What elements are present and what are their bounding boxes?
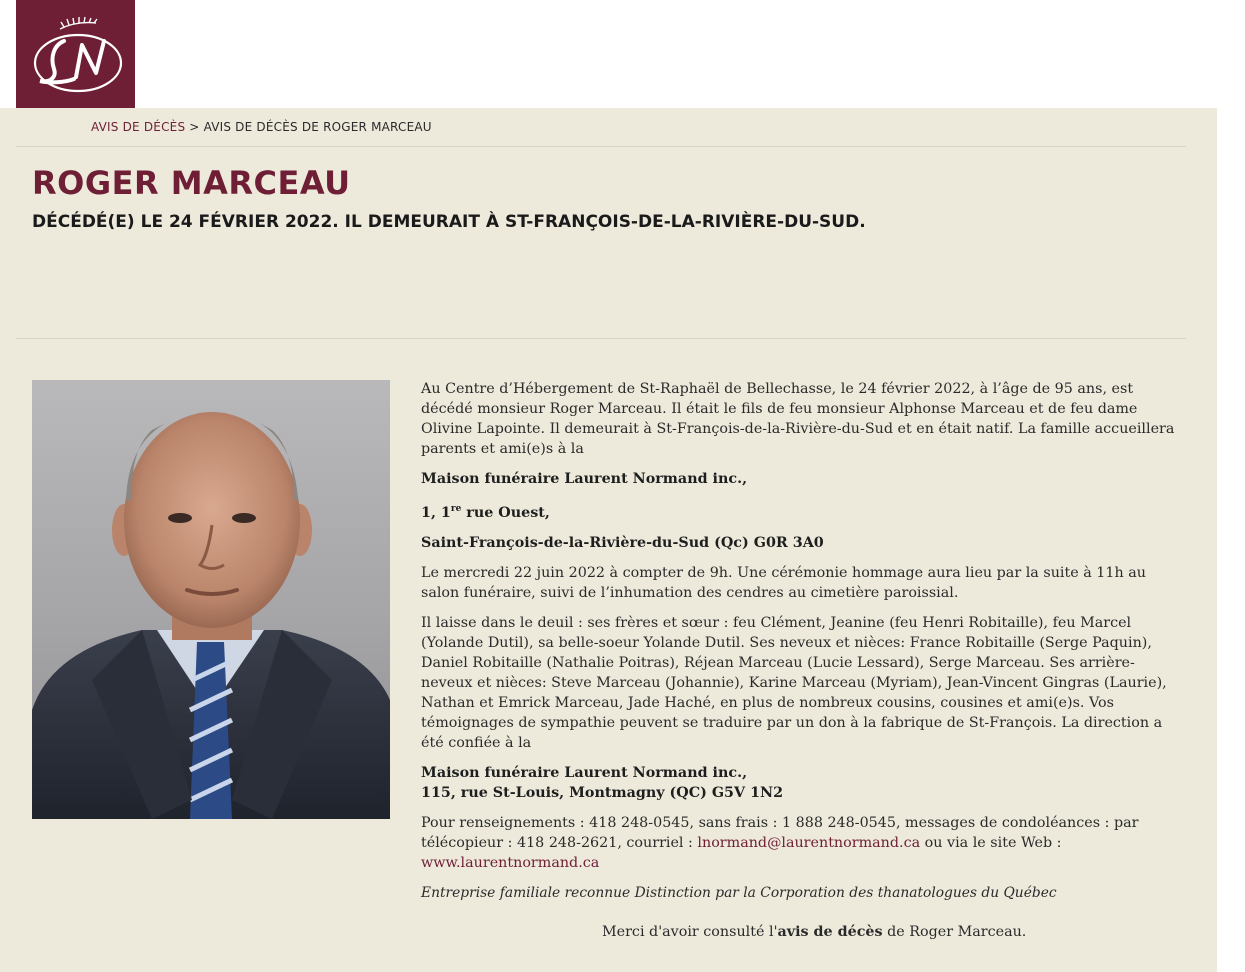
breadcrumb-current: AVIS DE DÉCÈS DE ROGER MARCEAU bbox=[203, 120, 432, 134]
contact-info-web: ou via le site Web : bbox=[920, 834, 1062, 851]
breadcrumb-link-avis-de-deces[interactable]: AVIS DE DÉCÈS bbox=[91, 120, 186, 134]
contact-info bbox=[421, 813, 1181, 873]
breadcrumb-separator: > bbox=[189, 120, 200, 134]
obituary-intro: Au Centre d’Hébergement de St-Raphaël de Bellechasse, le 24 février 2022, à l’âge de 95 ans, est décédé monsieur Roger Marceau. Il était le fils de feu monsieur Alphonse Marceau et de feu dame Olivine Lapointe. Il demeurait à St-François-de-la-Rivière-du-Sud et en était natif. La famille accueillera parents et ami(e)s à la bbox=[421, 381, 1175, 457]
address-street: rue Ouest, bbox=[461, 504, 550, 521]
family-mourners: Il laisse dans le deuil : ses frères et sœur : feu Clément, Jeanine (feu Henri Robitaille), feu Marcel (Yolande Dutil), sa belle-soeur Yolande Dutil. Ses neveux et nièces: France Robitaille (Serge Paquin), Daniel Robitaille (Nathalie Poitras), Réjean Marceau (Lucie Lessard), Serge Marceau. Ses arrière-neveux et nièces: Steve Marceau (Johannie), Karine Marceau (Myriam), Jean-Vincent Gingras (Laurie), Nathan et Emrick Marceau, Jade Haché, en plus de nombreux cousins, cousines et ami(e)s. Vos témoignages de sympathie peuvent se traduire par un don à la fabrique de St-François. La direction a été confiée à la bbox=[421, 614, 1167, 751]
company-tagline: Entreprise familiale reconnue Distinction par la Corporation des thanatologues du Québec bbox=[421, 884, 1057, 901]
divider-top bbox=[16, 146, 1186, 147]
thanks-suffix: de Roger Marceau. bbox=[882, 924, 1027, 940]
thanks-bold: avis de décès bbox=[777, 924, 883, 940]
ln-monogram-icon bbox=[24, 11, 128, 97]
visitation-details: Le mercredi 22 juin 2022 à compter de 9h. Une cérémonie hommage aura lieu par la suite à 11h au salon funéraire, suivi de l’inhumation des cendres au cimetière paroissial. bbox=[421, 564, 1146, 601]
portrait-illustration bbox=[32, 380, 390, 819]
portrait-photo bbox=[32, 380, 390, 819]
funeral-home-name: Maison funéraire Laurent Normand inc., bbox=[421, 471, 748, 487]
thanks-message bbox=[602, 924, 1026, 940]
funeral-home-address-line2: Saint-François-de-la-Rivière-du-Sud (Qc) G0R 3A0 bbox=[421, 534, 824, 551]
address-superscript: re bbox=[450, 504, 462, 514]
contact-info-text: Pour renseignements : 418 248-0545, sans frais : 1 888 248-0545, messages de condoléances : par télécopieur : 418 248-2621, courriel : bbox=[421, 814, 1139, 851]
obituary-text bbox=[421, 379, 1181, 913]
address-number: 1, 1 bbox=[421, 504, 451, 521]
divider-middle bbox=[16, 338, 1186, 339]
page-subtitle: DÉCÉDÉ(E) LE 24 FÉVRIER 2022. IL DEMEURAIT À ST-FRANÇOIS-DE-LA-RIVIÈRE-DU-SUD. bbox=[32, 212, 866, 232]
page-edge bbox=[1217, 108, 1245, 972]
site-header bbox=[0, 0, 1245, 108]
thanks-prefix: Merci d'avoir consulté l' bbox=[602, 924, 778, 940]
page-title: ROGER MARCEAU bbox=[32, 164, 351, 202]
main-content bbox=[0, 108, 1217, 972]
site-logo[interactable] bbox=[16, 0, 135, 108]
website-link[interactable]: www.laurentnormand.ca bbox=[421, 854, 600, 871]
funeral-home-address-line1 bbox=[421, 499, 1181, 523]
directing-home-name: Maison funéraire Laurent Normand inc., bbox=[421, 764, 748, 781]
breadcrumb bbox=[91, 120, 432, 134]
email-link[interactable]: lnormand@laurentnormand.ca bbox=[697, 834, 921, 851]
directing-home-address: 115, rue St-Louis, Montmagny (QC) G5V 1N2 bbox=[421, 784, 784, 801]
